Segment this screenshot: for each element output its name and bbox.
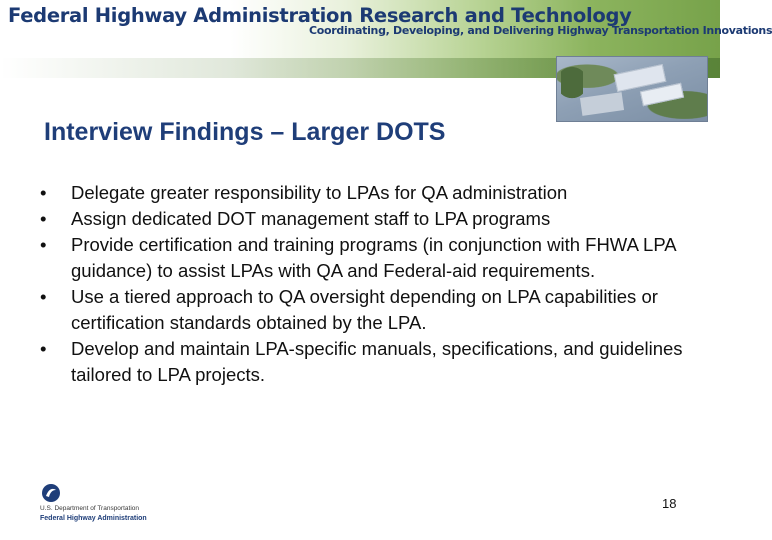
- bullet-marker: •: [40, 208, 47, 229]
- photo-parking-lot: [580, 92, 624, 116]
- building-aerial-photo: [556, 56, 708, 122]
- usdot-emblem-icon: [42, 484, 60, 502]
- header-title: Federal Highway Administration Research and Technology: [8, 4, 632, 27]
- photo-building: [640, 83, 684, 106]
- logo-agency-text: Federal Highway Administration: [40, 515, 147, 522]
- bullet-marker: •: [40, 338, 47, 359]
- header-subtitle: Coordinating, Developing, and Delivering Highway Transportation Innovations: [309, 24, 772, 37]
- bullet-marker: •: [40, 234, 47, 255]
- bullet-item: [40, 284, 690, 336]
- bullet-item: [40, 336, 690, 388]
- bullet-text: Develop and maintain LPA-specific manuals, specifications, and guidelines tailored to LPA projects.: [71, 338, 683, 385]
- bullet-item: [40, 232, 690, 284]
- bullet-item: [40, 206, 690, 232]
- bullet-text: Provide certification and training programs (in conjunction with FHWA LPA guidance) to assist LPAs with QA and Federal-aid requirements.: [71, 234, 676, 281]
- page-number: 18: [662, 496, 677, 511]
- logo-department-text: U.S. Department of Transportation: [40, 505, 139, 512]
- photo-trees: [561, 61, 583, 115]
- bullet-marker: •: [40, 286, 47, 307]
- bullet-text: Assign dedicated DOT management staff to LPA programs: [71, 208, 551, 229]
- bullet-item: [40, 180, 690, 206]
- usdot-fhwa-logo: [40, 484, 150, 528]
- bullet-list: [40, 180, 690, 388]
- slide-title: Interview Findings – Larger DOTS: [44, 118, 446, 146]
- bullet-text: Delegate greater responsibility to LPAs for QA administration: [71, 182, 568, 203]
- bullet-text: Use a tiered approach to QA oversight depending on LPA capabilities or certification standards obtained by the LPA.: [71, 286, 658, 333]
- bullet-marker: •: [40, 182, 47, 203]
